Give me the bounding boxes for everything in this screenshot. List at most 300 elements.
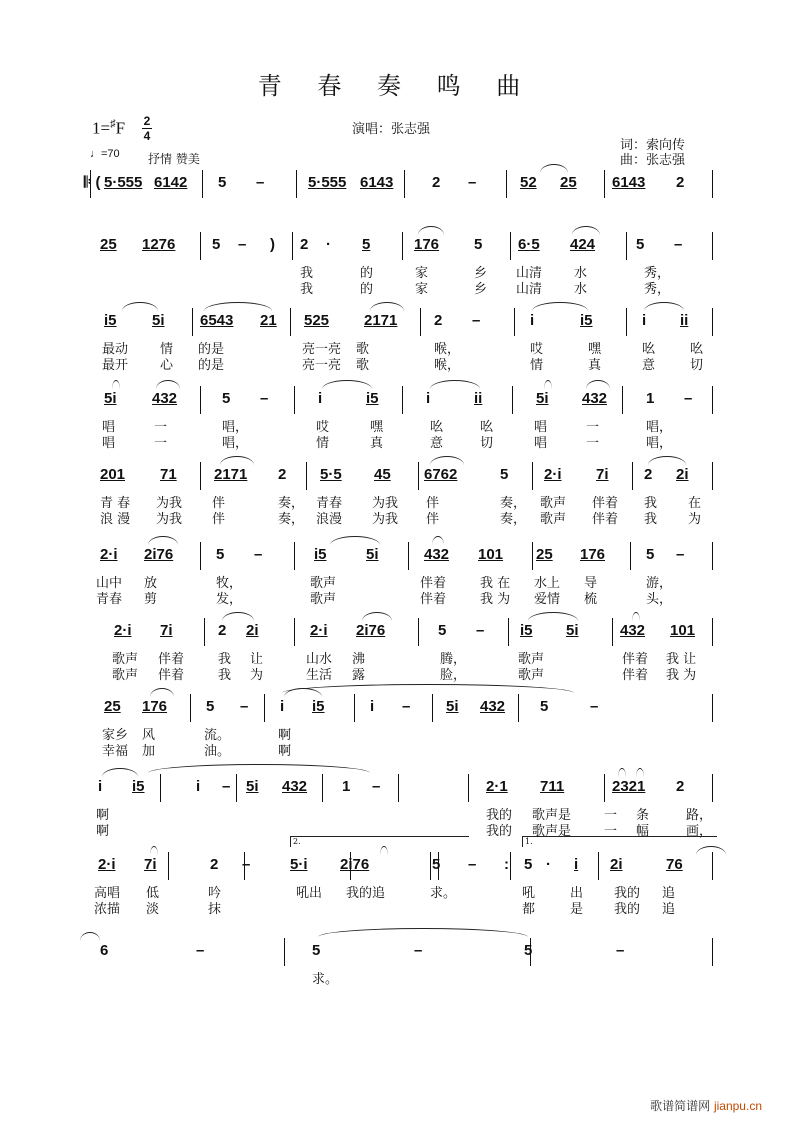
note-group: i — [530, 312, 535, 329]
barline — [712, 618, 713, 646]
lyric-verse-2: 心 — [160, 358, 174, 373]
lyric-verse-2: 喉， — [434, 358, 461, 373]
lyric-verse-2: 都 — [522, 902, 536, 917]
composer-credit: 曲：张志强 — [620, 153, 686, 168]
time-signature — [142, 115, 152, 142]
lyric-verse-2: 为我 — [372, 512, 399, 527]
lyric-verse-2: 歌声 — [310, 592, 337, 607]
slur-mark — [418, 226, 444, 235]
lyric-verse-1: 我的 — [486, 808, 513, 823]
lyric-verse-1: 唱， — [222, 420, 249, 435]
note-group: i5 — [314, 546, 327, 563]
barline — [418, 462, 419, 490]
lyric-verse-2: 啊 — [96, 824, 110, 839]
lyric-verse-2: 头， — [646, 592, 673, 607]
note-group: 2 — [278, 466, 287, 483]
lyric-verse-1: 奏， — [500, 496, 527, 511]
lyric-verse-1: 青 春 — [100, 496, 131, 511]
note-group: – — [242, 856, 251, 873]
lyric-verse-2: 的 — [360, 282, 374, 297]
note-group: – — [674, 236, 683, 253]
slur-mark — [586, 380, 610, 389]
note-group: 6762 — [424, 466, 458, 483]
note-group: ii — [474, 390, 483, 407]
barline — [322, 774, 323, 802]
lyric-verse-2: 意 — [642, 358, 656, 373]
lyric-verse-2: 我 — [644, 512, 658, 527]
lyric-verse-2: 加 — [142, 744, 156, 759]
note-group: i5 — [104, 312, 117, 329]
barline — [408, 542, 409, 570]
note-group: 176 — [142, 698, 168, 715]
slur-mark — [540, 164, 568, 173]
site-url: jianpu.cn — [713, 1099, 762, 1113]
lyric-verse-1: 嘿 — [588, 342, 602, 357]
barline — [430, 852, 431, 880]
lyric-verse-1: 乡 — [474, 266, 488, 281]
time-numerator: 2 — [143, 114, 151, 128]
lyric-verse-2: 唱， — [222, 436, 249, 451]
lyric-verse-1: 家乡 — [102, 728, 129, 743]
note-group: 5i — [536, 390, 549, 407]
slur-mark — [80, 932, 100, 941]
note-group: 5 — [474, 236, 483, 253]
note-group: 201 — [100, 466, 126, 483]
lyric-verse-2: 情 — [530, 358, 544, 373]
lyric-verse-1: 啊 — [96, 808, 110, 823]
barline — [510, 232, 511, 260]
lyric-verse-2: 我的 — [614, 902, 641, 917]
note-group: 6 — [100, 942, 109, 959]
note-group: 432 — [152, 390, 178, 407]
singer-credit: 演唱：张志强 — [352, 122, 431, 137]
note-group: 2 — [300, 236, 309, 253]
slur-mark — [644, 302, 684, 311]
barline — [604, 170, 605, 198]
note-group: 5·555 — [308, 174, 347, 191]
slur-mark — [102, 768, 138, 777]
barline — [202, 170, 203, 198]
lyric-verse-1: 我的 — [614, 886, 641, 901]
lyric-verse-2: 啊 — [278, 744, 292, 759]
note-group: – — [414, 942, 423, 959]
lyric-verse-1: 导 — [584, 576, 598, 591]
note-group: 5·555 — [104, 174, 143, 191]
note-group: 2i — [676, 466, 689, 483]
note-group: – — [238, 236, 247, 253]
lyric-verse-1: 伴 — [212, 496, 226, 511]
barline — [432, 694, 433, 722]
note-group: – — [196, 942, 205, 959]
note-group: i5 — [312, 698, 325, 715]
lyric-verse-2: 剪 — [144, 592, 158, 607]
lyric-verse-1: 条 — [636, 808, 650, 823]
lyric-verse-2: 梳 — [584, 592, 598, 607]
note-group: 432 — [620, 622, 646, 639]
slur-mark — [150, 688, 174, 697]
note-group: 2 — [676, 174, 685, 191]
note-group: 5 — [432, 856, 441, 873]
barline — [294, 386, 295, 414]
lyric-verse-1: 吼 — [522, 886, 536, 901]
barline — [168, 852, 169, 880]
barline — [612, 618, 613, 646]
lyric-verse-1: 伴着 — [622, 652, 649, 667]
note-group: 1 — [342, 778, 351, 795]
note-group: 176 — [580, 546, 606, 563]
lyric-verse-1: 吆 — [430, 420, 444, 435]
note-group: 5i — [566, 622, 579, 639]
lyric-verse-2: 的是 — [198, 358, 225, 373]
slur-mark — [112, 380, 120, 389]
note-group: – — [254, 546, 263, 563]
lyric-verse-1: 高唱 — [94, 886, 121, 901]
barline — [200, 542, 201, 570]
barline — [712, 694, 713, 722]
lyric-verse-1: 我 — [644, 496, 658, 511]
note-group: i — [280, 698, 285, 715]
lyric-verse-1: 我的追 — [346, 886, 386, 901]
barline — [294, 618, 295, 646]
slur-mark — [432, 536, 444, 545]
note-group: 711 — [540, 778, 565, 795]
note-group: 5i — [104, 390, 117, 407]
lyric-verse-2: 幸福 — [102, 744, 129, 759]
slur-mark — [370, 302, 404, 311]
note-group: 2 — [218, 622, 227, 639]
lyric-verse-1: 歌 — [356, 342, 370, 357]
barline — [354, 694, 355, 722]
lyric-verse-1: 情 — [160, 342, 174, 357]
slur-mark — [636, 768, 644, 777]
note-group: – — [468, 856, 477, 873]
lyric-verse-2: 我 — [300, 282, 314, 297]
note-group: 2·i — [310, 622, 328, 639]
note-group: i — [98, 778, 103, 795]
note-group: 1276 — [142, 236, 176, 253]
note-group: – — [468, 174, 477, 191]
note-group: 1 — [646, 390, 655, 407]
lyric-verse-2: 浪漫 — [316, 512, 343, 527]
note-group: – — [240, 698, 249, 715]
note-group: 432 — [424, 546, 450, 563]
slur-mark — [544, 380, 552, 389]
lyric-verse-2: 一 — [586, 436, 600, 451]
note-group: i — [574, 856, 579, 873]
lyric-verse-1: 路， — [686, 808, 713, 823]
note-group: 25 — [536, 546, 553, 563]
note-group: 45 — [374, 466, 391, 483]
note-group: 432 — [582, 390, 608, 407]
barline — [200, 232, 201, 260]
lyric-verse-2: 歌 — [356, 358, 370, 373]
lyric-verse-2: 歌声 — [112, 668, 139, 683]
lyric-verse-1: 我 让 — [666, 652, 697, 667]
lyric-verse-1: 唱 — [534, 420, 548, 435]
note-group: i — [196, 778, 201, 795]
note-group: 5 — [218, 174, 227, 191]
lyric-verse-1: 放 — [144, 576, 158, 591]
note-group: 6·5 — [518, 236, 540, 253]
note-group: 25 — [104, 698, 121, 715]
barline — [622, 386, 623, 414]
note-group: ) — [270, 236, 275, 253]
barline — [506, 170, 507, 198]
lyric-verse-2: 浓描 — [94, 902, 121, 917]
lyric-verse-2: 是 — [570, 902, 584, 917]
barline — [626, 232, 627, 260]
lyric-verse-1: 歌声 — [112, 652, 139, 667]
barline — [630, 542, 631, 570]
lyric-verse-1: 水 — [574, 266, 588, 281]
note-group: – — [472, 312, 481, 329]
slur-mark — [430, 380, 480, 389]
slur-mark — [150, 846, 158, 855]
note-group: 6543 — [200, 312, 234, 329]
lyric-verse-2: 伴 — [426, 512, 440, 527]
lyric-verse-1: 的是 — [198, 342, 225, 357]
note-group: – — [616, 942, 625, 959]
lyric-verse-2: 油。 — [204, 744, 231, 759]
barline — [192, 308, 193, 336]
barline — [468, 774, 469, 802]
lyric-verse-1: 一 — [154, 420, 168, 435]
lyric-verse-1: 求。 — [312, 972, 339, 987]
note-group: 2 — [434, 312, 443, 329]
lyric-verse-1: 亮一亮 — [302, 342, 342, 357]
lyric-verse-2: 山清 — [516, 282, 543, 297]
barline — [604, 774, 605, 802]
note-group: 2i — [610, 856, 623, 873]
lyric-verse-1: 唱 — [102, 420, 116, 435]
note-group: 2i — [246, 622, 259, 639]
volta-bracket: 2. — [290, 836, 469, 847]
slur-mark — [362, 612, 392, 621]
lyric-verse-1: 吆 — [480, 420, 494, 435]
lyric-verse-2: 爱情 — [534, 592, 561, 607]
slur-mark — [648, 456, 686, 465]
note-group: 7i — [144, 856, 157, 873]
note-group: 2i76 — [144, 546, 174, 563]
lyric-verse-2: 为我 — [156, 512, 183, 527]
lyric-verse-2: 奏， — [500, 512, 527, 527]
note-group: 25 — [100, 236, 117, 253]
lyric-verse-1: 伴着 — [592, 496, 619, 511]
slur-mark — [632, 612, 640, 621]
note-group: 2 — [432, 174, 441, 191]
lyric-verse-2: 我 为 — [666, 668, 697, 683]
lyric-verse-2: 青春 — [96, 592, 123, 607]
lyric-verse-1: 家 — [415, 266, 429, 281]
lyric-verse-1: 腾， — [440, 652, 467, 667]
note-group: 𝄆 ( — [84, 174, 101, 191]
lyric-verse-1: 游， — [646, 576, 673, 591]
slur-mark — [222, 612, 254, 621]
note-group: 2·i — [114, 622, 132, 639]
note-group: 25 — [560, 174, 577, 191]
lyric-verse-1: 伴 — [426, 496, 440, 511]
note-group: 424 — [570, 236, 596, 253]
note-group: – — [684, 390, 693, 407]
slur-mark — [148, 764, 370, 773]
note-group: 101 — [478, 546, 504, 563]
lyric-verse-1: 出 — [570, 886, 584, 901]
note-group: i5 — [580, 312, 593, 329]
lyric-verse-1: 让 — [250, 652, 264, 667]
note-group: 5 — [500, 466, 509, 483]
barline — [712, 938, 713, 966]
note-group: 525 — [304, 312, 330, 329]
slur-mark — [380, 846, 388, 855]
lyric-verse-2: 最开 — [102, 358, 129, 373]
barline — [712, 308, 713, 336]
lyric-verse-1: 奏， — [278, 496, 305, 511]
lyric-verse-2: 唱 — [534, 436, 548, 451]
lyric-verse-2: 我 为 — [480, 592, 511, 607]
barline — [264, 694, 265, 722]
slur-mark — [122, 302, 158, 311]
slur-mark — [282, 684, 574, 693]
lyric-verse-1: 秀， — [644, 266, 671, 281]
lyric-verse-1: 歌声 — [540, 496, 567, 511]
slur-mark — [204, 302, 272, 311]
lyric-verse-2: 脸， — [440, 668, 467, 683]
barline — [190, 694, 191, 722]
note-group: 5 — [438, 622, 447, 639]
lyric-verse-1: 嘿 — [370, 420, 384, 435]
note-group: 6143 — [612, 174, 646, 191]
note-group: 2·i — [98, 856, 116, 873]
lyric-verse-2: 一 — [154, 436, 168, 451]
note-group: 2 — [676, 778, 685, 795]
note-group: 2321 — [612, 778, 646, 795]
note-group: 5 — [222, 390, 231, 407]
lyric-verse-1: 伴着 — [158, 652, 185, 667]
note-group: i — [642, 312, 647, 329]
slur-mark — [318, 928, 528, 937]
lyric-verse-1: 在 — [688, 496, 702, 511]
note-group: 101 — [670, 622, 696, 639]
lyric-verse-2: 伴着 — [420, 592, 447, 607]
note-group: – — [476, 622, 485, 639]
barline — [712, 386, 713, 414]
barline — [200, 386, 201, 414]
barline — [402, 386, 403, 414]
lyric-verse-2: 家 — [415, 282, 429, 297]
note-group: 2·i — [100, 546, 118, 563]
lyric-verse-2: 亮一亮 — [302, 358, 342, 373]
barline — [712, 774, 713, 802]
key-signature — [92, 118, 125, 139]
barline — [284, 938, 285, 966]
lyric-verse-2: 歌声 — [540, 512, 567, 527]
barline — [204, 618, 205, 646]
note-group: 6143 — [360, 174, 394, 191]
slur-mark — [148, 536, 178, 545]
barline — [294, 542, 295, 570]
note-group: · — [546, 856, 551, 873]
lyric-verse-2: 为 — [688, 512, 702, 527]
note-group: 71 — [160, 466, 177, 483]
lyric-verse-2: 生活 — [306, 668, 333, 683]
slur-mark — [220, 456, 254, 465]
lyric-verse-2: 伴着 — [592, 512, 619, 527]
barline — [510, 852, 511, 880]
lyric-verse-1: 流。 — [204, 728, 231, 743]
barline — [404, 170, 405, 198]
note-group: 5 — [524, 942, 533, 959]
note-group: 21 — [260, 312, 277, 329]
lyric-verse-1: 伴着 — [420, 576, 447, 591]
lyric-verse-1: 低 — [146, 886, 160, 901]
lyric-verse-1: 为我 — [372, 496, 399, 511]
barline — [402, 232, 403, 260]
sharp-icon: ♯ — [110, 118, 116, 130]
lyric-verse-1: 山水 — [306, 652, 333, 667]
barline — [292, 232, 293, 260]
lyric-verse-1: 追 — [662, 886, 676, 901]
lyric-verse-2: 乡 — [474, 282, 488, 297]
barline — [712, 542, 713, 570]
note-group: ii — [680, 312, 689, 329]
credits — [620, 138, 685, 168]
lyric-verse-1: 为我 — [156, 496, 183, 511]
barline — [418, 618, 419, 646]
lyric-verse-2: 一 — [604, 824, 618, 839]
note-group: 5 — [212, 236, 221, 253]
note-group: 5 — [646, 546, 655, 563]
note-group: – — [590, 698, 599, 715]
note-group: 5i — [446, 698, 459, 715]
note-group: 2·i — [544, 466, 562, 483]
note-group: – — [256, 174, 265, 191]
note-group: i — [318, 390, 323, 407]
slur-mark — [696, 846, 726, 855]
barline — [398, 774, 399, 802]
lyric-verse-2: 伴 — [212, 512, 226, 527]
barline — [160, 774, 161, 802]
barline — [598, 852, 599, 880]
note-group: 5 — [636, 236, 645, 253]
lyric-verse-1: 哎 — [316, 420, 330, 435]
lyric-verse-1: 一 — [586, 420, 600, 435]
note-group: i — [426, 390, 431, 407]
note-group: 432 — [480, 698, 506, 715]
lyric-verse-1: 唱， — [646, 420, 673, 435]
note-group: i5 — [366, 390, 379, 407]
lyric-verse-2: 我的 — [486, 824, 513, 839]
lyricist-credit: 词：索向传 — [620, 138, 686, 153]
lyric-verse-2: 情 — [316, 436, 330, 451]
lyric-verse-1: 我 — [300, 266, 314, 281]
note-group: 76 — [666, 856, 683, 873]
lyric-verse-2: 露 — [352, 668, 366, 683]
note-group: 52 — [520, 174, 537, 191]
slur-mark — [618, 768, 626, 777]
lyric-verse-2: 为 — [250, 668, 264, 683]
note-group: 5 — [206, 698, 215, 715]
lyric-verse-2: 歌声是 — [532, 824, 572, 839]
barline — [306, 462, 307, 490]
slur-mark — [330, 536, 380, 545]
note-group: 5i — [152, 312, 165, 329]
lyric-verse-1: 山清 — [516, 266, 543, 281]
note-group: 176 — [414, 236, 440, 253]
slur-mark — [322, 380, 372, 389]
lyric-verse-1: 歌声是 — [532, 808, 572, 823]
note-group: i — [370, 698, 375, 715]
tempo-marking: ♩=70 — [90, 148, 120, 160]
